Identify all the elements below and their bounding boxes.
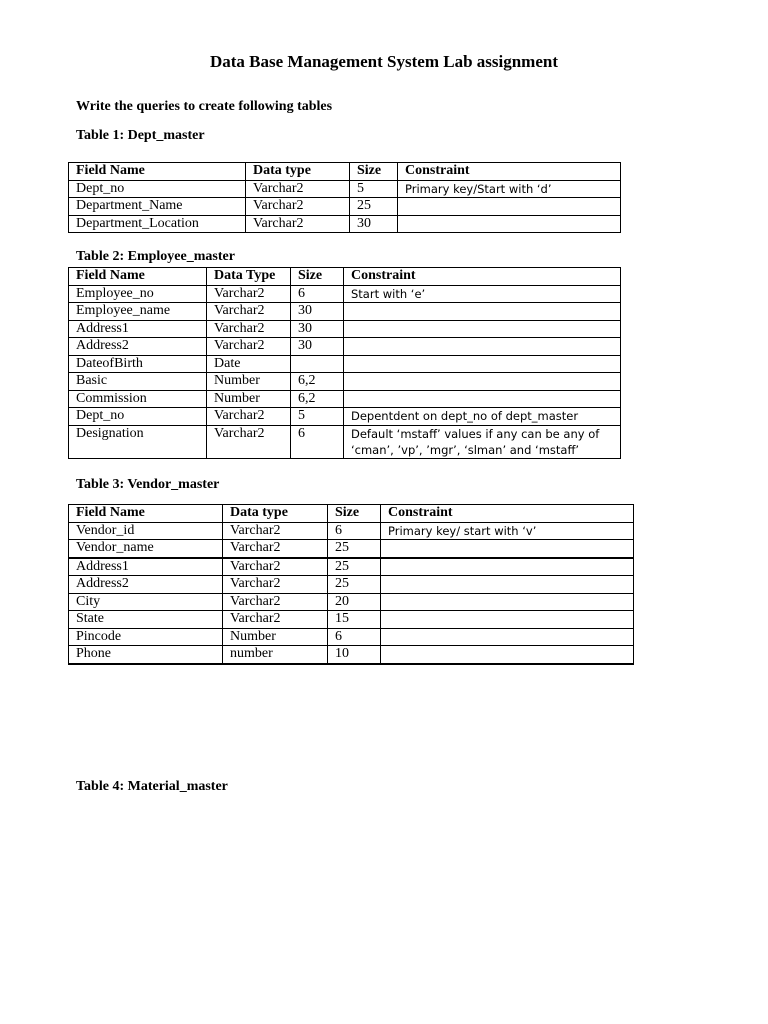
size-cell: 6,2 <box>291 373 344 391</box>
data-type-cell: Varchar2 <box>207 408 291 426</box>
field-name-cell: Employee_name <box>69 303 207 321</box>
table-row <box>69 646 634 664</box>
column-header: Constraint <box>381 505 634 523</box>
table-row <box>69 408 621 426</box>
constraint-cell: Primary key/ start with ‘v’ <box>381 522 634 540</box>
column-header: Constraint <box>344 268 621 286</box>
size-cell: 6 <box>291 285 344 303</box>
size-cell: 15 <box>328 611 381 629</box>
constraint-cell: Depentdent on dept_no of dept_master <box>344 408 621 426</box>
data-type-cell: Varchar2 <box>207 285 291 303</box>
constraint-cell <box>381 628 634 646</box>
data-type-cell: Varchar2 <box>246 198 350 216</box>
constraint-cell: Default ‘mstaff’ values if any can be any of ‘cman’, ’vp’, ’mgr’, ‘slman’ and ‘mstaff’ <box>344 425 621 458</box>
size-cell: 6 <box>328 628 381 646</box>
constraint-cell <box>344 303 621 321</box>
field-name-cell: State <box>69 611 223 629</box>
constraint-cell: Start with ‘e’ <box>344 285 621 303</box>
size-cell: 25 <box>350 198 398 216</box>
field-name-cell: Vendor_id <box>69 522 223 540</box>
table-row <box>69 628 634 646</box>
column-header: Size <box>350 163 398 181</box>
table-row <box>69 303 621 321</box>
column-header: Data Type <box>207 268 291 286</box>
data-type-cell: Varchar2 <box>223 611 328 629</box>
data-type-cell: Date <box>207 355 291 373</box>
field-name-cell: Address1 <box>69 320 207 338</box>
data-type-cell: Number <box>207 373 291 391</box>
table-3-heading: Table 3: Vendor_master <box>76 477 220 492</box>
constraint-cell <box>381 576 634 594</box>
table-row <box>69 355 621 373</box>
dept-master-table <box>68 162 621 233</box>
employee-master-table <box>68 267 621 459</box>
table-row <box>69 373 621 391</box>
constraint-cell <box>344 320 621 338</box>
table-1-heading: Table 1: Dept_master <box>76 128 205 143</box>
data-type-cell: number <box>223 646 328 664</box>
table-header-row <box>69 163 621 181</box>
field-name-cell: Vendor_name <box>69 540 223 558</box>
size-cell: 10 <box>328 646 381 664</box>
column-header: Constraint <box>398 163 621 181</box>
table-row <box>69 215 621 233</box>
size-cell: 25 <box>328 576 381 594</box>
data-type-cell: Varchar2 <box>223 558 328 576</box>
table-row <box>69 320 621 338</box>
data-type-cell: Varchar2 <box>246 215 350 233</box>
vendor-master-table <box>68 504 634 665</box>
field-name-cell: Phone <box>69 646 223 664</box>
table-row <box>69 558 634 576</box>
field-name-cell: Dept_no <box>69 408 207 426</box>
column-header: Data type <box>246 163 350 181</box>
field-name-cell: Department_Location <box>69 215 246 233</box>
table-row <box>69 285 621 303</box>
table-header-row <box>69 268 621 286</box>
constraint-cell: Primary key/Start with ‘d’ <box>398 180 621 198</box>
field-name-cell: Address2 <box>69 576 223 594</box>
constraint-cell <box>381 558 634 576</box>
size-cell: 5 <box>350 180 398 198</box>
instruction-text: Write the queries to create following tables <box>76 99 333 114</box>
constraint-cell <box>344 355 621 373</box>
size-cell: 5 <box>291 408 344 426</box>
table-row <box>69 198 621 216</box>
size-cell <box>291 355 344 373</box>
table-row <box>69 425 621 458</box>
size-cell: 6,2 <box>291 390 344 408</box>
column-header: Field Name <box>69 163 246 181</box>
constraint-cell <box>381 593 634 611</box>
data-type-cell: Varchar2 <box>246 180 350 198</box>
size-cell: 30 <box>350 215 398 233</box>
table-row <box>69 522 634 540</box>
constraint-cell <box>344 373 621 391</box>
document-title: Data Base Management System Lab assignment <box>209 52 559 71</box>
size-cell: 6 <box>328 522 381 540</box>
field-name-cell: Department_Name <box>69 198 246 216</box>
table-row <box>69 390 621 408</box>
table-row <box>69 540 634 558</box>
constraint-cell <box>381 646 634 664</box>
field-name-cell: City <box>69 593 223 611</box>
size-cell: 30 <box>291 320 344 338</box>
table-4-heading: Table 4: Material_master <box>76 779 228 794</box>
field-name-cell: Address1 <box>69 558 223 576</box>
data-type-cell: Number <box>207 390 291 408</box>
field-name-cell: Pincode <box>69 628 223 646</box>
data-type-cell: Varchar2 <box>223 540 328 558</box>
table-header-row <box>69 505 634 523</box>
size-cell: 30 <box>291 338 344 356</box>
data-type-cell: Varchar2 <box>223 522 328 540</box>
data-type-cell: Varchar2 <box>207 425 291 458</box>
table-row <box>69 593 634 611</box>
field-name-cell: Basic <box>69 373 207 391</box>
constraint-cell <box>381 611 634 629</box>
data-type-cell: Number <box>223 628 328 646</box>
size-cell: 20 <box>328 593 381 611</box>
constraint-cell <box>398 198 621 216</box>
size-cell: 30 <box>291 303 344 321</box>
size-cell: 25 <box>328 540 381 558</box>
field-name-cell: Employee_no <box>69 285 207 303</box>
column-header: Field Name <box>69 268 207 286</box>
field-name-cell: Address2 <box>69 338 207 356</box>
column-header: Size <box>328 505 381 523</box>
table-row <box>69 338 621 356</box>
data-type-cell: Varchar2 <box>207 338 291 356</box>
constraint-cell <box>344 338 621 356</box>
size-cell: 6 <box>291 425 344 458</box>
field-name-cell: DateofBirth <box>69 355 207 373</box>
constraint-cell <box>344 390 621 408</box>
table-row <box>69 611 634 629</box>
field-name-cell: Dept_no <box>69 180 246 198</box>
size-cell: 25 <box>328 558 381 576</box>
table-row <box>69 576 634 594</box>
constraint-cell <box>381 540 634 558</box>
column-header: Field Name <box>69 505 223 523</box>
data-type-cell: Varchar2 <box>207 320 291 338</box>
constraint-cell <box>398 215 621 233</box>
field-name-cell: Commission <box>69 390 207 408</box>
data-type-cell: Varchar2 <box>223 576 328 594</box>
table-2-heading: Table 2: Employee_master <box>76 249 235 264</box>
table-row <box>69 180 621 198</box>
column-header: Size <box>291 268 344 286</box>
data-type-cell: Varchar2 <box>223 593 328 611</box>
data-type-cell: Varchar2 <box>207 303 291 321</box>
field-name-cell: Designation <box>69 425 207 458</box>
column-header: Data type <box>223 505 328 523</box>
